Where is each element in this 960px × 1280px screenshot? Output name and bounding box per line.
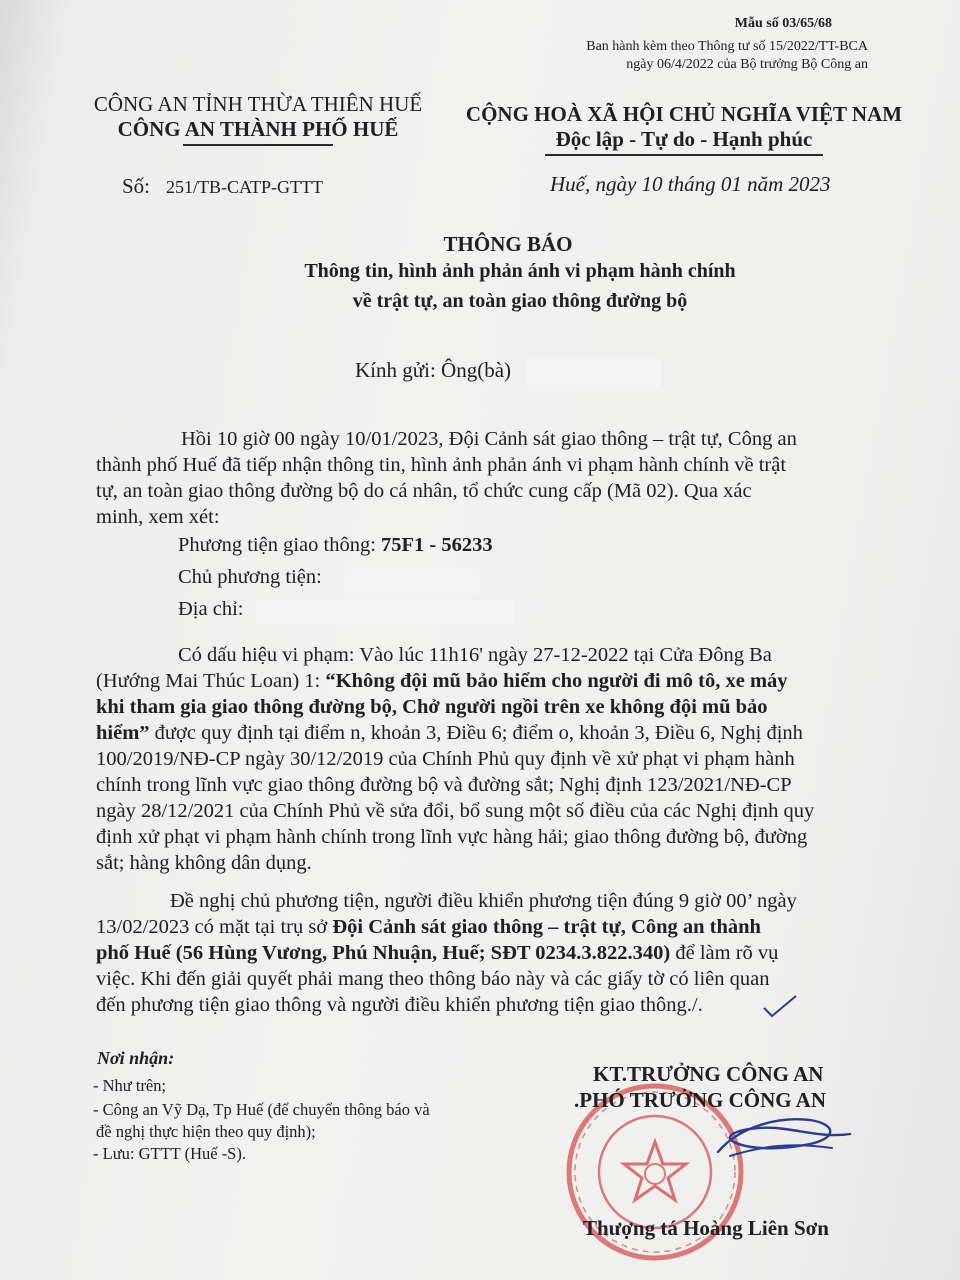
violation-line-6: chính trong lĩnh vực giao thông đường bộ và đường sắt; Nghị định 123/2021/NĐ-CP: [96, 774, 792, 796]
request-purpose: để làm rõ vụ: [670, 942, 779, 964]
address-label: Địa chỉ:: [178, 598, 244, 620]
recipients-title: Nơi nhận:: [97, 1048, 175, 1068]
salutation: Kính gửi: Ông(bà): [355, 358, 512, 382]
violation-line-3: khi tham gia giao thông đường bộ, Chở người ngồi trên xe không đội mũ bảo: [96, 696, 768, 718]
request-date: 13/02/2023 có mặt tại trụ sở: [96, 916, 333, 938]
issuance-note: [586, 38, 868, 74]
vehicle-line: [178, 534, 493, 557]
form-number: Mẫu số 03/65/68: [734, 16, 832, 31]
request-line-1: Đề nghị chủ phương tiện, người điều khiển phương tiện đúng 9 giờ 00’ ngày: [170, 890, 797, 912]
violation-line-4: [96, 722, 803, 745]
doc-number-label: Số:: [122, 174, 151, 198]
checkmark-icon: [760, 992, 800, 1020]
agency-underline: [183, 144, 333, 146]
issuance-line-2: ngày 06/4/2022 của Bộ trưởng Bộ Công an: [626, 57, 868, 72]
redacted-address: [256, 600, 514, 624]
motto: Độc lập - Tự do - Hạnh phúc: [555, 127, 813, 151]
country-name: CỘNG HOÀ XÃ HỘI CHỦ NGHĨA VIỆT NAM: [465, 102, 903, 126]
recipient-2: - Công an Vỹ Dạ, Tp Huế (để chuyển thông báo và: [93, 1100, 430, 1119]
violation-line-8: định xử phạt vi phạm hành chính trong lĩnh vực hàng hải; giao thông đường bộ, đường: [96, 826, 808, 848]
intro-line-1: Hồi 10 giờ 00 ngày 10/01/2023, Đội Cảnh sát giao thông – trật tự, Công an: [181, 428, 797, 450]
request-line-3: [96, 942, 778, 965]
intro-line-3: tự, an toàn giao thông đường bộ do cá nhân, tổ chức cung cấp (Mã 02). Qua xác: [96, 480, 752, 502]
motto-underline: [545, 154, 823, 156]
request-office: Đội Cảnh sát giao thông – trật tự, Công an thành: [332, 916, 761, 938]
request-line-5: đến phương tiện giao thông và người điều khiển phương tiện giao thông./.: [96, 994, 703, 1016]
issuance-line-1: Ban hành kèm theo Thông tư số 15/2022/TT-BCA: [586, 39, 868, 54]
agency-header: [78, 92, 438, 146]
violation-text-end: hiểm”: [96, 722, 150, 744]
intro-line-2: thành phố Huế đã tiếp nhận thông tin, hình ảnh phản ánh vi phạm hành chính về trật: [96, 454, 787, 476]
recipient-1: - Như trên;: [93, 1076, 167, 1095]
notice-subtitle-1: Thông tin, hình ảnh phản ánh vi phạm hành chính: [304, 260, 736, 282]
owner-label: Chủ phương tiện:: [178, 566, 322, 588]
document-number: [122, 174, 323, 199]
handwritten-signature-icon: [690, 1098, 860, 1188]
agency-name: CÔNG AN THÀNH PHỐ HUẾ: [117, 117, 399, 141]
doc-number-value: 251/TB-CATP-GTTT: [166, 177, 324, 197]
request-line-4: việc. Khi đến giải quyết phải mang theo thông báo này và các giấy tờ có liên quan: [96, 968, 770, 990]
signer-name: Thượng tá Hoàng Liên Sơn: [583, 1216, 829, 1240]
violation-line-7: ngày 28/12/2021 của Chính Phủ về sửa đổi, bổ sung một số điều của các Nghị định quy: [96, 800, 815, 822]
redacted-recipient: [527, 359, 661, 387]
signature-title-1: KT.TRƯỞNG CÔNG AN: [593, 1062, 824, 1086]
violation-line-2: [96, 670, 788, 693]
vehicle-label: Phương tiện giao thông:: [178, 534, 376, 556]
intro-line-4: minh, xem xét:: [96, 506, 220, 528]
country-header: [458, 102, 910, 156]
violation-line-5: 100/2019/NĐ-CP ngày 30/12/2019 của Chính Phủ quy định về xử phạt vi phạm hành: [96, 748, 795, 770]
request-address: phố Huế (56 Hùng Vương, Phú Nhuận, Huế; SĐT 0234.3.822.340): [96, 942, 671, 964]
violation-line-9: sắt; hàng không dân dụng.: [96, 852, 312, 874]
violation-line-1: Có dấu hiệu vi phạm: Vào lúc 11h16' ngày 27-12-2022 tại Cửa Đông Ba: [178, 644, 772, 666]
agency-parent: CÔNG AN TỈNH THỪA THIÊN HUẾ: [93, 92, 423, 116]
recipient-3: - Lưu: GTTT (Huế -S).: [93, 1144, 246, 1163]
request-line-2: [96, 916, 761, 939]
violation-location: (Hướng Mai Thúc Loan) 1:: [96, 670, 326, 692]
notice-title: THÔNG BÁO: [443, 232, 573, 256]
place-date: Huế, ngày 10 tháng 01 năm 2023: [550, 172, 831, 196]
violation-text-1: “Không đội mũ bảo hiểm cho người đi mô tô, xe máy: [325, 670, 788, 692]
recipient-2-cont: đề nghị thực hiện theo quy định);: [96, 1122, 316, 1141]
vehicle-plate: 75F1 - 56233: [381, 534, 493, 556]
redacted-owner: [344, 569, 480, 593]
signature-title-2: .PHÓ TRƯỞNG CÔNG AN: [574, 1088, 827, 1112]
violation-legal-basis: được quy định tại điểm n, khoản 3, Điều 6; điểm o, khoản 3, Điều 6, Nghị định: [149, 722, 803, 744]
notice-subtitle-2: về trật tự, an toàn giao thông đường bộ: [352, 290, 688, 312]
